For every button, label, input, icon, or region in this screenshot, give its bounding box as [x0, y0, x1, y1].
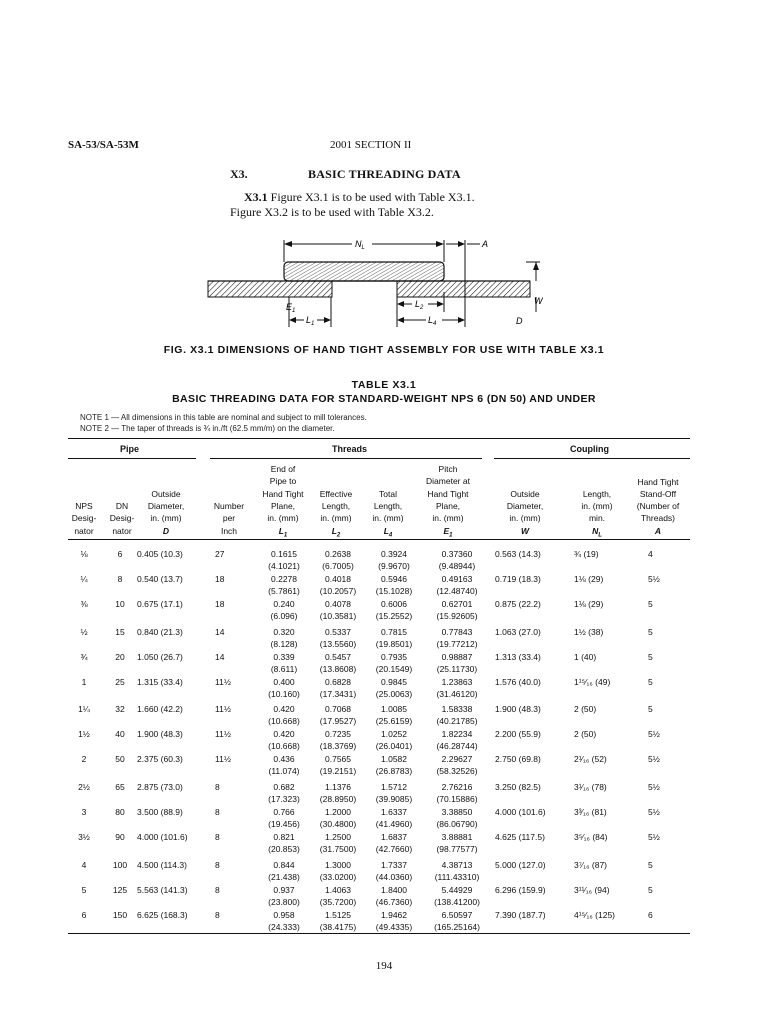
- cell-l4: 0.3924: [381, 549, 407, 559]
- cell-l4-mm: (46.7360): [375, 897, 413, 907]
- group-header-threads: Threads: [332, 444, 368, 454]
- cell-outside-diameter: 0.405 (10.3): [137, 549, 183, 559]
- cell-l2: 0.2638: [325, 549, 351, 559]
- cell-threads-per-inch: 8: [215, 832, 220, 842]
- cell-dn: 10: [115, 599, 125, 609]
- cell-e1: 2.29627: [441, 754, 473, 764]
- cell-standoff-a: 5: [648, 652, 653, 662]
- cell-coupling-nl: 3⁷⁄₁₆ (87): [574, 860, 607, 870]
- group-rule-coupling: [494, 458, 690, 459]
- cell-dn: 25: [115, 677, 125, 687]
- l4-label: $L_4$: [428, 315, 437, 327]
- cell-l1: 0.766: [273, 807, 295, 817]
- cell-l1: 0.420: [273, 704, 295, 714]
- cell-dn: 150: [112, 910, 128, 920]
- cell-threads-per-inch: 11½: [215, 729, 231, 739]
- cell-e1: 5.44929: [441, 885, 473, 895]
- cell-l2: 0.6828: [325, 677, 351, 687]
- cell-l4: 1.6337: [381, 807, 407, 817]
- cell-l4: 1.0582: [381, 754, 407, 764]
- cell-e1: 4.38713: [441, 860, 473, 870]
- cell-l2: 1.5125: [325, 910, 351, 920]
- cell-l1-mm: (21.438): [268, 872, 300, 882]
- cell-l2: 1.2500: [325, 832, 351, 842]
- cell-outside-diameter: 1.660 (42.2): [137, 704, 183, 714]
- cell-l4: 1.5712: [381, 782, 407, 792]
- cell-l1: 0.2278: [271, 574, 297, 584]
- cell-nps: 1½: [78, 729, 90, 739]
- running-header-left: SA-53/SA-53M: [68, 139, 139, 151]
- cell-threads-per-inch: 27: [215, 549, 225, 559]
- cell-standoff-a: 4: [648, 549, 653, 559]
- l2-label: $L_2$: [415, 299, 424, 311]
- cell-threads-per-inch: 8: [215, 910, 220, 920]
- cell-outside-diameter: 4.500 (114.3): [137, 860, 187, 870]
- cell-e1-mm: (58.32526): [436, 766, 478, 776]
- cell-coupling-nl: ¾ (19): [574, 549, 599, 559]
- nl-label: $N_L$: [355, 239, 365, 251]
- header-bottom-rule: [68, 539, 690, 540]
- column-header-label: Outside Diameter, in. (mm): [506, 488, 544, 524]
- cell-l2: 0.7068: [325, 704, 351, 714]
- cell-dn: 40: [115, 729, 125, 739]
- cell-l4-mm: (41.4960): [375, 819, 413, 829]
- cell-l1-mm: (4.1021): [268, 561, 300, 571]
- cell-outside-diameter: 2.875 (73.0): [137, 782, 183, 792]
- cell-e1-mm: (25.11730): [436, 664, 478, 674]
- cell-l2: 0.4018: [325, 574, 351, 584]
- cell-threads-per-inch: 14: [215, 627, 225, 637]
- cell-l1-mm: (10.160): [268, 689, 300, 699]
- cell-coupling-w: 6.296 (159.9): [495, 885, 546, 895]
- cell-e1-mm: (40.21785): [436, 716, 478, 726]
- cell-l4-mm: (15.1028): [375, 586, 413, 596]
- column-header-symbol: $L_1$: [278, 525, 288, 539]
- column-header-symbol: A: [654, 525, 662, 536]
- cell-nps: 3½: [78, 832, 90, 842]
- cell-l2-mm: (10.2057): [319, 586, 357, 596]
- cell-dn: 20: [115, 652, 125, 662]
- cell-outside-diameter: 0.675 (17.1): [137, 599, 183, 609]
- cell-e1: 1.23863: [441, 677, 473, 687]
- cell-l1-mm: (11.074): [268, 766, 300, 776]
- e1-label: $E_1$: [286, 302, 296, 314]
- cell-coupling-w: 0.719 (18.3): [495, 574, 541, 584]
- w-label: W: [534, 296, 543, 306]
- cell-e1-mm: (46.28744): [436, 741, 478, 751]
- cell-l2: 0.7565: [325, 754, 351, 764]
- cell-e1-mm: (9.48944): [438, 561, 476, 571]
- cell-l1-mm: (5.7861): [268, 586, 300, 596]
- cell-coupling-nl: 3⁵⁄₁₆ (84): [574, 832, 608, 842]
- cell-e1-mm: (12.48740): [436, 586, 478, 596]
- cell-outside-diameter: 4.000 (101.6): [137, 832, 188, 842]
- cell-l2-mm: (17.9527): [319, 716, 357, 726]
- cell-l1: 0.339: [273, 652, 295, 662]
- cell-l4-mm: (25.0063): [375, 689, 413, 699]
- cell-threads-per-inch: 8: [215, 860, 220, 870]
- cell-l4: 0.5946: [381, 574, 407, 584]
- cell-l2-mm: (30.4800): [319, 819, 357, 829]
- column-header-label: NPS Desig- nator: [71, 501, 97, 536]
- cell-dn: 100: [112, 860, 128, 870]
- cell-coupling-w: 7.390 (187.7): [495, 910, 546, 920]
- cell-outside-diameter: 1.050 (26.7): [137, 652, 183, 662]
- cell-l4-mm: (26.0401): [375, 741, 413, 751]
- column-header-label: DN Desig- nator: [109, 501, 135, 536]
- cell-l4-mm: (19.8501): [375, 639, 413, 649]
- cell-standoff-a: 5½: [648, 782, 660, 792]
- cell-l4-mm: (26.8783): [375, 766, 413, 776]
- cell-dn: 50: [115, 754, 125, 764]
- cell-l2: 0.4078: [325, 599, 351, 609]
- cell-nps: ¾: [80, 652, 88, 662]
- cell-threads-per-inch: 18: [215, 574, 225, 584]
- cell-threads-per-inch: 18: [215, 599, 225, 609]
- cell-e1: 0.37360: [441, 549, 473, 559]
- column-header-label: Total Length, in. (mm): [372, 488, 404, 524]
- cell-l1: 0.1615: [271, 549, 297, 559]
- cell-l2: 0.5457: [325, 652, 351, 662]
- cell-l4-mm: (15.2552): [375, 611, 413, 621]
- cell-l1-mm: (24.333): [268, 922, 300, 932]
- cell-e1: 0.98887: [441, 652, 473, 662]
- paragraph-lead: X3.1: [244, 190, 268, 204]
- cell-standoff-a: 5: [648, 599, 653, 609]
- cell-l4-mm: (39.9085): [375, 794, 413, 804]
- cell-l4: 1.9462: [381, 910, 407, 920]
- table-note-2: NOTE 2 — The taper of threads is ¾ in./ft (62.5 mm/m) on the diameter.: [80, 424, 335, 433]
- cell-e1-mm: (31.46120): [436, 689, 478, 699]
- column-header-a: [613, 476, 703, 537]
- cell-l1-mm: (10.668): [268, 716, 300, 726]
- cell-l1: 0.320: [273, 627, 295, 637]
- cell-coupling-nl: 1½ (38): [574, 627, 604, 637]
- cell-l2-mm: (18.3769): [319, 741, 357, 751]
- cell-coupling-w: 2.200 (55.9): [495, 729, 541, 739]
- cell-standoff-a: 5½: [648, 832, 660, 842]
- cell-l4-mm: (44.0360): [375, 872, 413, 882]
- column-header-symbol: D: [162, 525, 170, 536]
- cell-l1: 0.682: [273, 782, 295, 792]
- cell-e1: 0.49163: [441, 574, 473, 584]
- cell-dn: 8: [117, 574, 123, 584]
- cell-l2-mm: (10.3581): [319, 611, 357, 621]
- cell-l2-mm: (31.7500): [319, 844, 357, 854]
- cell-coupling-w: 1.063 (27.0): [495, 627, 541, 637]
- column-header-symbol: W: [520, 525, 530, 536]
- cell-outside-diameter: 6.625 (168.3): [137, 910, 188, 920]
- cell-coupling-w: 0.563 (14.3): [495, 549, 541, 559]
- cell-outside-diameter: 0.840 (21.3): [137, 627, 183, 637]
- cell-l1: 0.958: [273, 910, 295, 920]
- group-rule-pipe: [68, 458, 196, 459]
- cell-l4: 0.9845: [381, 677, 407, 687]
- cell-l2: 1.1376: [325, 782, 351, 792]
- cell-nps: 1: [81, 677, 87, 687]
- cell-l4: 1.8400: [381, 885, 407, 895]
- cell-e1: 1.58338: [441, 704, 473, 714]
- paragraph-text: Figure X3.1 is to be used with Table X3.1.: [270, 190, 475, 204]
- cell-coupling-w: 1.313 (33.4): [495, 652, 541, 662]
- l1-label: $L_1$: [306, 315, 315, 327]
- cell-l2-mm: (35.7200): [319, 897, 357, 907]
- cell-l1-mm: (17.323): [268, 794, 300, 804]
- section-title: BASIC THREADING DATA: [308, 167, 461, 181]
- cell-coupling-nl: 1 (40): [574, 652, 597, 662]
- cell-l4: 0.6006: [381, 599, 407, 609]
- cell-l2: 1.4063: [325, 885, 351, 895]
- cell-threads-per-inch: 11½: [215, 704, 231, 714]
- cell-l2-mm: (19.2151): [319, 766, 357, 776]
- cell-threads-per-inch: 8: [215, 885, 220, 895]
- cell-l4: 1.6837: [381, 832, 407, 842]
- cell-nps: 1¼: [78, 704, 90, 714]
- cell-outside-diameter: 1.315 (33.4): [137, 677, 183, 687]
- cell-e1-mm: (98.77577): [436, 844, 478, 854]
- cell-nps: ⅜: [80, 599, 88, 609]
- cell-outside-diameter: 3.500 (88.9): [137, 807, 183, 817]
- cell-l4-mm: (25.6159): [375, 716, 413, 726]
- group-header-pipe: Pipe: [120, 444, 140, 454]
- cell-coupling-w: 3.250 (82.5): [495, 782, 541, 792]
- cell-l2-mm: (13.5560): [319, 639, 357, 649]
- cell-l1: 0.821: [273, 832, 295, 842]
- cell-e1-mm: (15.92605): [436, 611, 478, 621]
- cell-nps: 5: [81, 885, 87, 895]
- cell-coupling-nl: 3³⁄₁₆ (81): [574, 807, 607, 817]
- cell-e1: 0.77843: [441, 627, 473, 637]
- cell-nps: ½: [80, 627, 88, 637]
- cell-l1: 0.400: [273, 677, 295, 687]
- cell-l1-mm: (19.456): [268, 819, 300, 829]
- cell-l1: 0.937: [273, 885, 295, 895]
- cell-threads-per-inch: 8: [215, 782, 220, 792]
- cell-l2-mm: (17.3431): [319, 689, 357, 699]
- cell-l4: 0.7815: [381, 627, 407, 637]
- running-header-center: 2001 SECTION II: [330, 139, 412, 151]
- paragraph-x3-1-continued: Figure X3.2 is to be used with Table X3.2.: [230, 205, 434, 219]
- cell-standoff-a: 5: [648, 677, 653, 687]
- cell-dn: 125: [112, 885, 128, 895]
- cell-standoff-a: 5½: [648, 754, 660, 764]
- cell-l4-mm: (20.1549): [375, 664, 413, 674]
- cell-l2-mm: (13.8608): [319, 664, 357, 674]
- cell-coupling-nl: 1¹⁵⁄₁₆ (49): [574, 677, 611, 687]
- cell-l1-mm: (10.668): [268, 741, 300, 751]
- cell-e1-mm: (70.15886): [436, 794, 478, 804]
- cell-coupling-w: 5.000 (127.0): [495, 860, 546, 870]
- cell-outside-diameter: 5.563 (141.3): [137, 885, 188, 895]
- cell-l4-mm: (49.4335): [375, 922, 413, 932]
- cell-nps: ¼: [80, 574, 88, 584]
- cell-e1: 1.82234: [441, 729, 473, 739]
- pipe-wall-right: [397, 281, 530, 297]
- cell-l1-mm: (6.096): [270, 611, 298, 621]
- cell-l2: 1.2000: [325, 807, 351, 817]
- cell-e1-mm: (86.06790): [436, 819, 478, 829]
- cell-coupling-nl: 2 (50): [574, 704, 597, 714]
- cell-e1-mm: (111.43310): [434, 872, 480, 882]
- cell-dn: 80: [115, 807, 125, 817]
- column-header-symbol: $L_4$: [383, 525, 393, 539]
- cell-nps: 4: [81, 860, 87, 870]
- cell-e1-mm: (138.41200): [434, 897, 480, 907]
- cell-e1: 3.88881: [441, 832, 473, 842]
- cell-e1: 2.76216: [441, 782, 473, 792]
- column-header-label: Pitch Diameter at Hand Tight Plane, in. (mm): [426, 464, 470, 524]
- cell-nps: 2½: [78, 782, 90, 792]
- cell-outside-diameter: 0.540 (13.7): [137, 574, 183, 584]
- cell-dn: 90: [115, 832, 125, 842]
- cell-l1-mm: (20.853): [268, 844, 300, 854]
- group-header-coupling: Coupling: [570, 444, 609, 454]
- column-header-symbol: $L_2$: [331, 525, 341, 539]
- cell-coupling-w: 1.576 (40.0): [495, 677, 541, 687]
- cell-l2-mm: (38.4175): [319, 922, 357, 932]
- table-note-1: NOTE 1 — All dimensions in this table are nominal and subject to mill tolerances.: [80, 413, 367, 422]
- column-header-symbol: $E_1$: [443, 525, 453, 539]
- cell-l1: 0.844: [273, 860, 295, 870]
- cell-l2-mm: (6.7005): [322, 561, 354, 571]
- column-header-label: Hand Tight Stand-Off (Number of Threads): [636, 476, 680, 524]
- figure-x3-1-drawing: [200, 232, 560, 330]
- cell-nps: 3: [81, 807, 87, 817]
- cell-nps: 2: [81, 754, 87, 764]
- cell-coupling-w: 4.000 (101.6): [495, 807, 546, 817]
- cell-dn: 6: [117, 549, 123, 559]
- cell-coupling-nl: 4¹⁵⁄₁₆ (125): [574, 910, 616, 920]
- column-header-label: Outside Diameter, in. (mm): [147, 488, 185, 524]
- cell-dn: 65: [115, 782, 125, 792]
- cell-standoff-a: 5: [648, 704, 653, 714]
- table-subtitle: BASIC THREADING DATA FOR STANDARD-WEIGHT NPS 6 (DN 50) AND UNDER: [172, 393, 596, 405]
- page-number: 194: [375, 960, 393, 972]
- column-header-label: Number per Inch: [213, 501, 245, 536]
- cell-threads-per-inch: 8: [215, 807, 220, 817]
- column-header-label: Length, in. (mm) min.: [581, 488, 613, 524]
- cell-l4: 1.0252: [381, 729, 407, 739]
- cell-l1: 0.420: [273, 729, 295, 739]
- cell-standoff-a: 5: [648, 860, 653, 870]
- cell-l1-mm: (8.611): [270, 664, 298, 674]
- cell-l4: 1.7337: [381, 860, 407, 870]
- cell-dn: 15: [115, 627, 125, 637]
- cell-e1-mm: (165.25164): [434, 922, 480, 932]
- cell-nps: ⅛: [80, 549, 88, 559]
- table-title: TABLE X3.1: [351, 379, 417, 391]
- cell-standoff-a: 5: [648, 885, 653, 895]
- section-number: X3.: [230, 167, 248, 181]
- cell-e1: 0.62701: [441, 599, 473, 609]
- cell-l2: 0.5337: [325, 627, 351, 637]
- paragraph-x3-1: [244, 190, 475, 205]
- cell-l4: 1.0085: [381, 704, 407, 714]
- cell-standoff-a: 5½: [648, 574, 660, 584]
- cell-coupling-w: 2.750 (69.8): [495, 754, 541, 764]
- cell-l1: 0.240: [273, 599, 295, 609]
- cell-l4-mm: (42.7660): [375, 844, 413, 854]
- cell-coupling-nl: 1⅛ (29): [574, 599, 604, 609]
- column-header-label: End of Pipe to Hand Tight Plane, in. (mm): [262, 464, 304, 524]
- column-header-symbol: $N_L$: [592, 525, 602, 539]
- table-top-rule: [68, 438, 690, 439]
- cell-coupling-nl: 3¹¹⁄₁₆ (94): [574, 885, 610, 895]
- cell-e1: 3.38850: [441, 807, 473, 817]
- cell-coupling-nl: 3¹⁄₁₆ (78): [574, 782, 607, 792]
- cell-coupling-nl: 2 (50): [574, 729, 597, 739]
- d-label: D: [516, 316, 523, 326]
- cell-nps: 6: [81, 910, 87, 920]
- cell-l1: 0.436: [273, 754, 295, 764]
- cell-dn: 32: [115, 704, 125, 714]
- cell-l4: 0.7935: [381, 652, 407, 662]
- cell-coupling-w: 0.875 (22.2): [495, 599, 541, 609]
- cell-coupling-w: 4.625 (117.5): [495, 832, 545, 842]
- cell-l1-mm: (23.800): [268, 897, 300, 907]
- cell-threads-per-inch: 14: [215, 652, 225, 662]
- cell-outside-diameter: 2.375 (60.3): [137, 754, 183, 764]
- cell-e1: 6.50597: [441, 910, 473, 920]
- cell-coupling-nl: 1⅛ (29): [574, 574, 604, 584]
- cell-threads-per-inch: 11½: [215, 754, 231, 764]
- column-header-label: Effective Length, in. (mm): [319, 488, 353, 524]
- cell-standoff-a: 5½: [648, 729, 660, 739]
- cell-e1-mm: (19.77212): [436, 639, 478, 649]
- cell-standoff-a: 6: [648, 910, 653, 920]
- cell-standoff-a: 5½: [648, 807, 660, 817]
- coupling-body: [284, 262, 444, 281]
- cell-l1-mm: (8.128): [270, 639, 298, 649]
- cell-l2-mm: (33.0200): [319, 872, 357, 882]
- figure-caption: FIG. X3.1 DIMENSIONS OF HAND TIGHT ASSEMBLY FOR USE WITH TABLE X3.1: [163, 344, 605, 356]
- cell-standoff-a: 5: [648, 627, 653, 637]
- a-label: A: [482, 239, 489, 249]
- cell-coupling-nl: 2¹⁄₁₆ (52): [574, 754, 607, 764]
- group-rule-threads: [210, 458, 482, 459]
- cell-threads-per-inch: 11½: [215, 677, 231, 687]
- cell-l4-mm: (9.9670): [378, 561, 410, 571]
- cell-l2-mm: (28.8950): [319, 794, 357, 804]
- cell-l2: 0.7235: [325, 729, 351, 739]
- cell-coupling-w: 1.900 (48.3): [495, 704, 541, 714]
- cell-outside-diameter: 1.900 (48.3): [137, 729, 183, 739]
- cell-l2: 1.3000: [325, 860, 351, 870]
- pipe-wall-left: [208, 281, 332, 297]
- table-bottom-rule: [68, 933, 690, 934]
